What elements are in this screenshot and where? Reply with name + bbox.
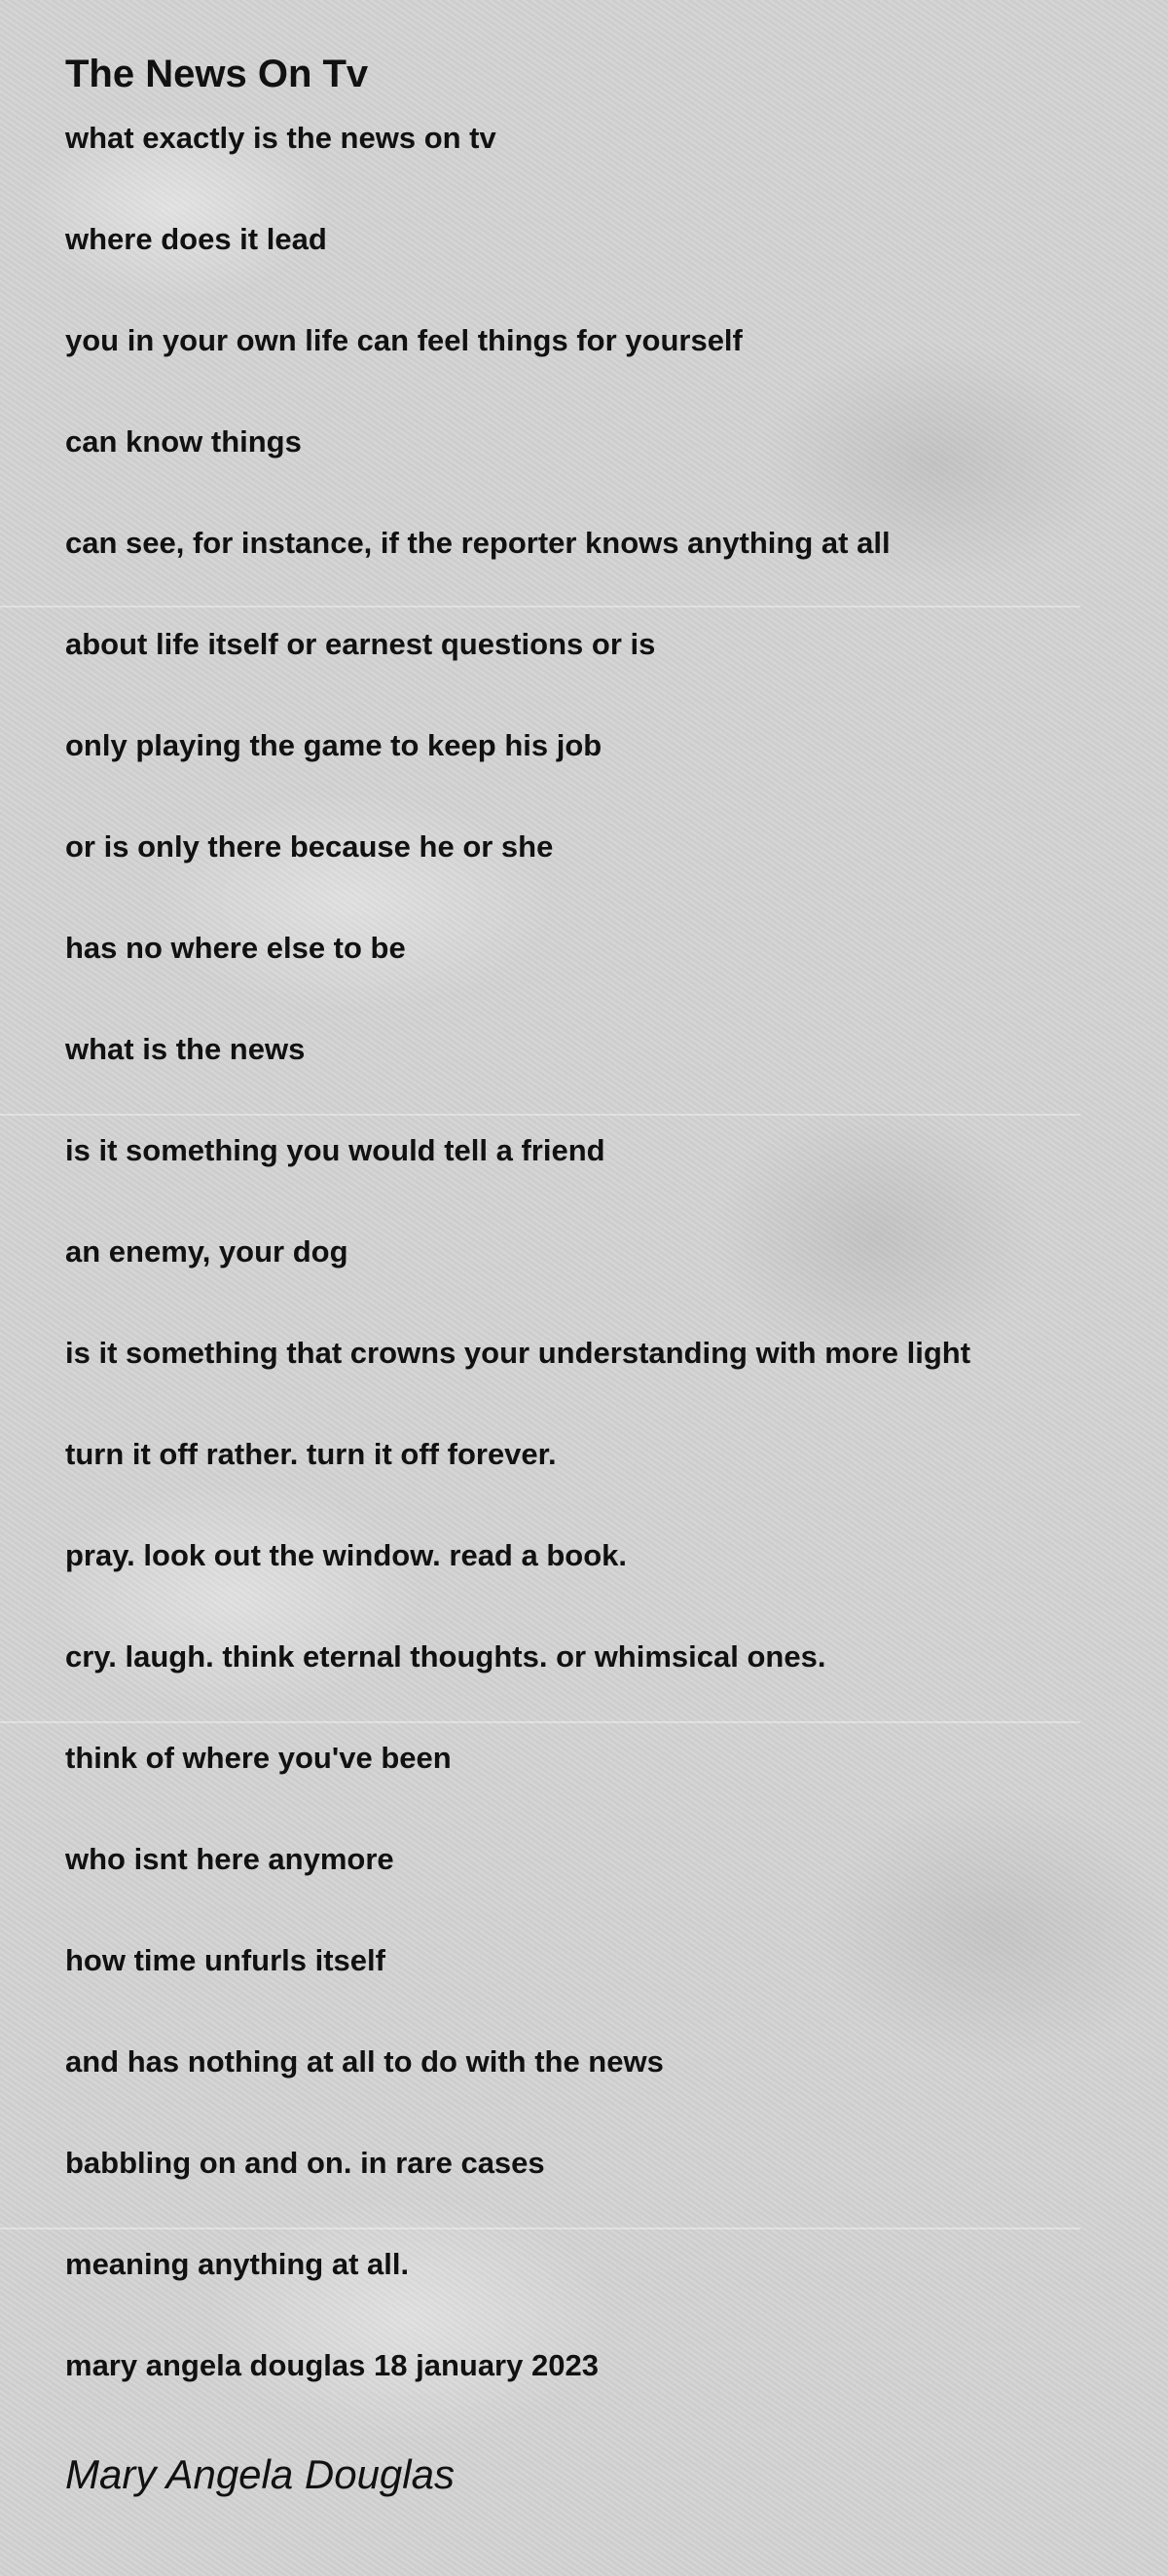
- poem-line: cry. laugh. think eternal thoughts. or whimsical ones.: [65, 1639, 826, 1674]
- poem-author: Mary Angela Douglas: [65, 2451, 455, 2497]
- poem-line: meaning anything at all.: [65, 2247, 410, 2281]
- poem-line: where does it lead: [65, 222, 327, 256]
- poem-line: is it something you would tell a friend: [65, 1133, 605, 1167]
- poem-line: can know things: [65, 424, 302, 459]
- poem-line: how time unfurls itself: [65, 1943, 385, 1977]
- poem-line: has no where else to be: [65, 931, 406, 965]
- poem-container: [65, 47, 1116, 2502]
- poem-lines: [65, 119, 1116, 2385]
- poem-line: and has nothing at all to do with the news: [65, 2044, 664, 2079]
- poem-line: you in your own life can feel things for yourself: [65, 323, 743, 357]
- poem-line: pray. look out the window. read a book.: [65, 1538, 627, 1572]
- poem-line: think of where you've been: [65, 1741, 452, 1775]
- poem-signature-line: mary angela douglas 18 january 2023: [65, 2348, 599, 2382]
- poem-line: what exactly is the news on tv: [65, 121, 496, 155]
- poem-line: can see, for instance, if the reporter knows anything at all: [65, 526, 891, 560]
- poem-line: is it something that crowns your understanding with more light: [65, 1336, 971, 1370]
- poem-line: or is only there because he or she: [65, 829, 554, 864]
- poem-line: turn it off rather. turn it off forever.: [65, 1437, 557, 1471]
- poem-line: babbling on and on. in rare cases: [65, 2146, 545, 2180]
- poem-line: what is the news: [65, 1032, 306, 1066]
- poem-title: The News On Tv: [65, 53, 369, 95]
- poem-line: only playing the game to keep his job: [65, 728, 602, 762]
- poem-line: about life itself or earnest questions or is: [65, 627, 656, 661]
- poem-line: who isnt here anymore: [65, 1842, 394, 1876]
- poem-line: an enemy, your dog: [65, 1234, 348, 1269]
